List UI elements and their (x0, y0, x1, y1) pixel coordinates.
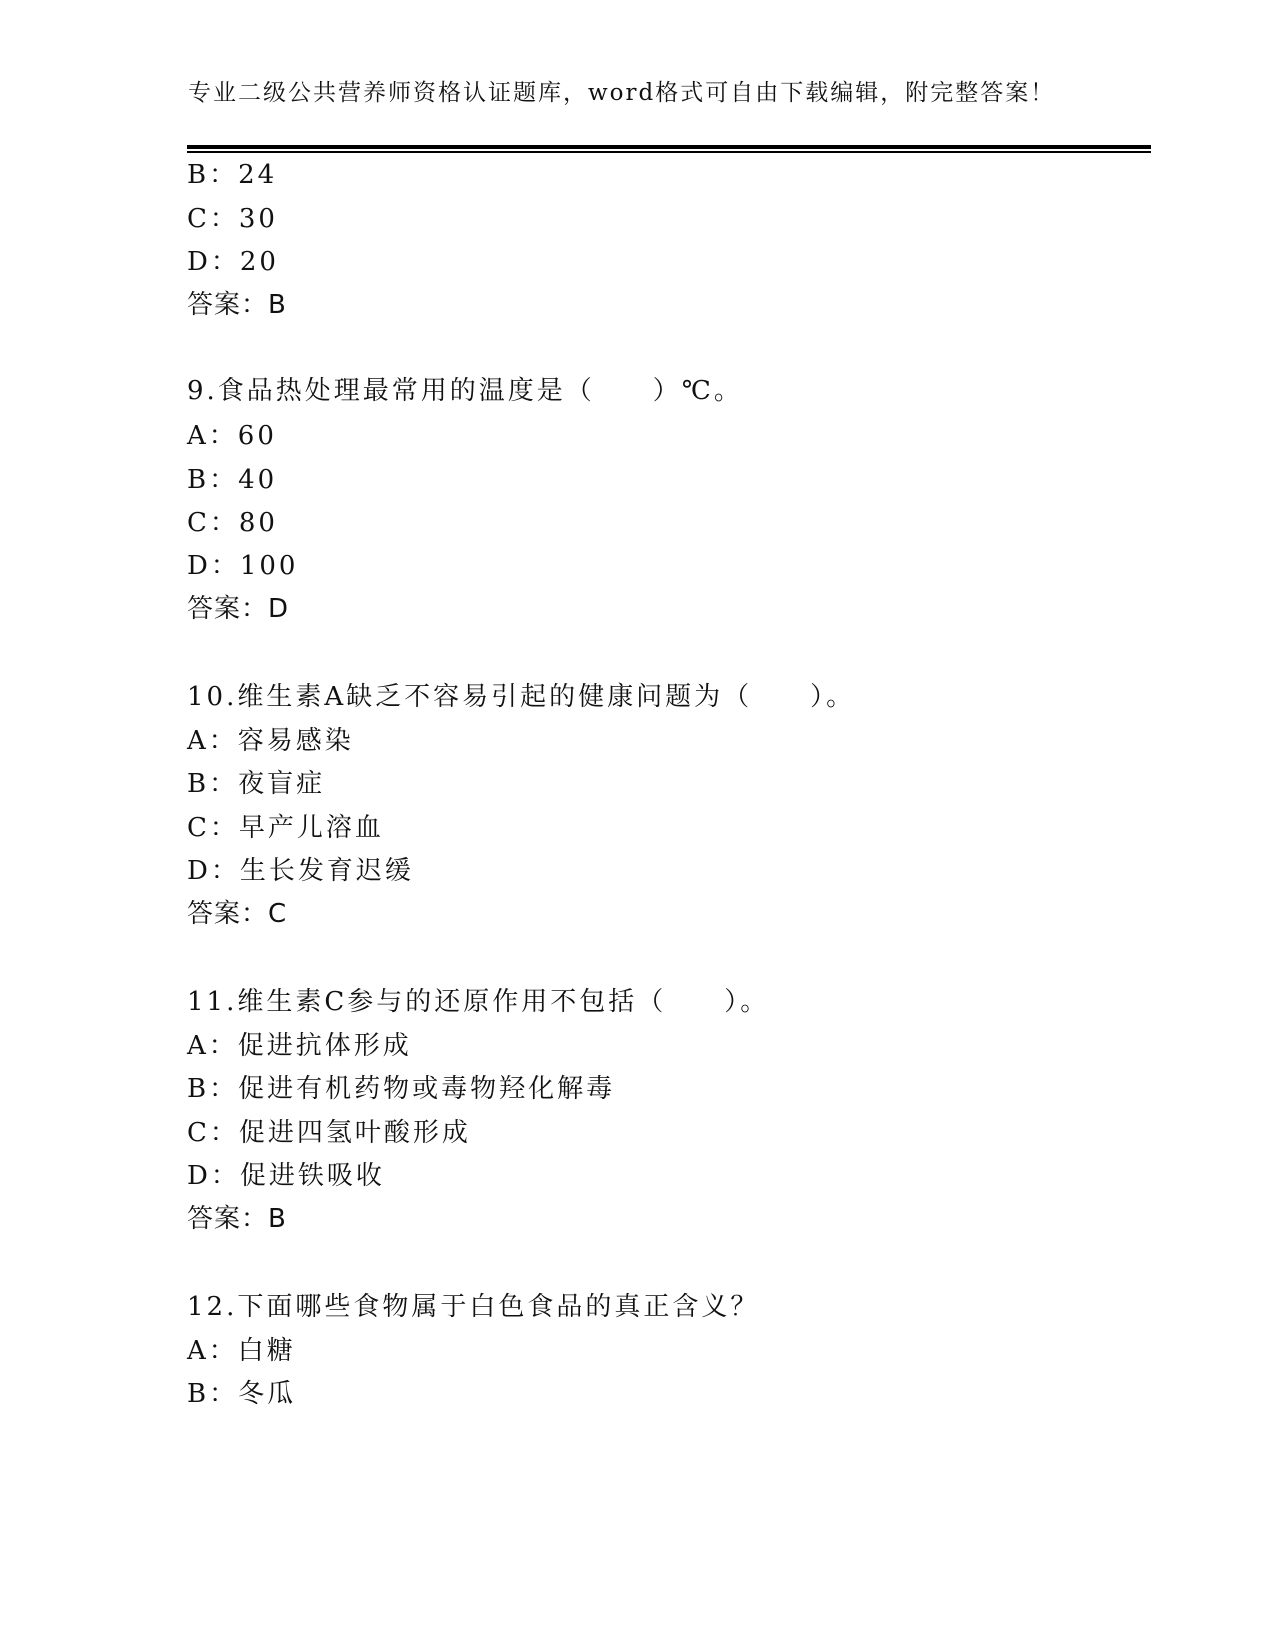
option-c: C：早产儿溶血 (187, 813, 384, 843)
answer: 答案：B (187, 290, 287, 320)
option-b: B：冬瓜 (187, 1379, 297, 1409)
option-d: D：促进铁吸收 (187, 1161, 385, 1191)
option-b: B：40 (187, 465, 278, 495)
page-header: 专业二级公共营养师资格认证题库，word格式可自由下载编辑，附完整答案！ (188, 80, 1056, 106)
header-rule-thick (187, 145, 1151, 149)
option-d: D：20 (187, 247, 279, 277)
option-a: A：白糖 (187, 1336, 296, 1366)
option-b: B：促进有机药物或毒物羟化解毒 (187, 1074, 616, 1104)
option-d: D：生长发育迟缓 (187, 856, 414, 886)
question-stem: 11.维生素C参与的还原作用不包括（ ）。 (187, 987, 770, 1017)
option-a: A：促进抗体形成 (187, 1031, 412, 1061)
option-a: A：60 (187, 421, 277, 451)
question-stem: 10.维生素A缺乏不容易引起的健康问题为（ ）。 (187, 682, 856, 712)
question-stem: 12.下面哪些食物属于白色食品的真正含义？ (187, 1292, 760, 1322)
option-c: C：30 (187, 204, 278, 234)
option-c: C：促进四氢叶酸形成 (187, 1118, 471, 1148)
option-d: D：100 (187, 551, 299, 581)
header-rule-thin (187, 151, 1151, 153)
option-b: B：夜盲症 (187, 769, 326, 799)
answer: 答案：B (187, 1204, 287, 1234)
option-b: B：24 (187, 160, 278, 190)
answer: 答案：D (187, 594, 290, 624)
option-c: C：80 (187, 508, 278, 538)
option-a: A：容易感染 (187, 726, 354, 756)
question-stem: 9.食品热处理最常用的温度是（ ）℃。 (187, 376, 743, 406)
answer: 答案：C (187, 899, 288, 929)
